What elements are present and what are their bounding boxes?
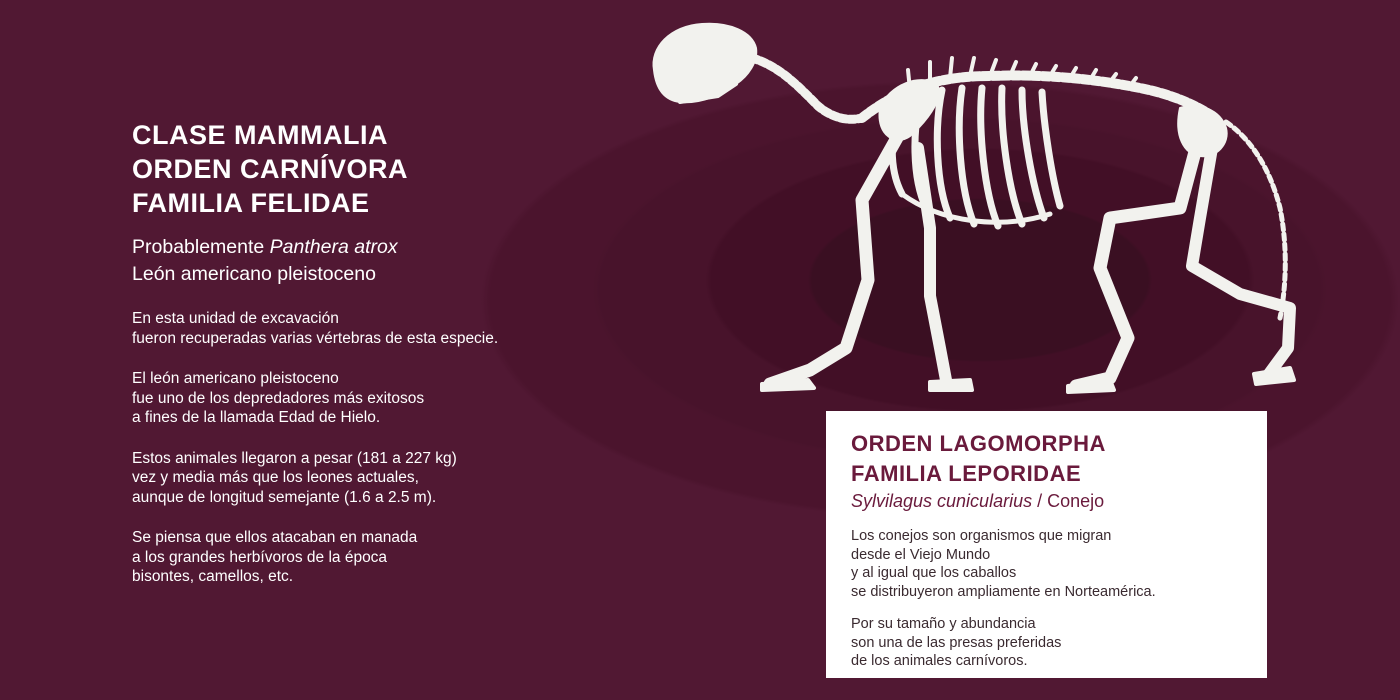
text-line: desde el Viejo Mundo bbox=[851, 546, 991, 563]
text-line: El león americano pleistoceno bbox=[132, 370, 339, 387]
paragraph-weight bbox=[132, 449, 692, 508]
text-line: fueron recuperadas varias vértebras de esta especie. bbox=[132, 329, 499, 347]
text-line: a los grandes herbívoros de la época bbox=[132, 548, 388, 566]
text-line: Por su tamaño y abundancia bbox=[851, 616, 1036, 632]
text-line: bisontes, camellos, etc. bbox=[132, 568, 294, 585]
taxonomy-heading bbox=[132, 118, 692, 220]
card-common-name: Conejo bbox=[1047, 491, 1105, 511]
text-line: y al igual que los caballos bbox=[851, 565, 1017, 581]
text-line: En esta unidad de excavación bbox=[132, 310, 339, 327]
card-paragraph-prey bbox=[851, 615, 1243, 671]
text-line: Estos animales llegaron a pesar (181 a 227 kg) bbox=[132, 449, 457, 467]
hind-leg-near bbox=[1076, 148, 1196, 386]
rabbit-info-card bbox=[826, 411, 1267, 678]
card-taxonomy-heading bbox=[851, 429, 1243, 489]
common-name: León americano pleistoceno bbox=[132, 263, 376, 285]
card-species-line bbox=[851, 489, 1243, 513]
paragraph-hunting bbox=[132, 528, 692, 587]
order-heading: ORDEN CARNÍVORA bbox=[132, 154, 409, 184]
card-separator: / bbox=[1032, 491, 1048, 511]
species-subtitle bbox=[132, 234, 692, 288]
paragraph-predator bbox=[132, 369, 692, 428]
card-scientific-name: Sylvilagus cunicularius bbox=[851, 491, 1033, 511]
text-line: de los animales carnívoros. bbox=[851, 653, 1028, 669]
neck-vertebrae bbox=[752, 58, 862, 119]
scientific-name: Panthera atrox bbox=[269, 236, 398, 258]
hind-leg-far bbox=[1192, 148, 1290, 378]
family-heading: FAMILIA FELIDAE bbox=[132, 188, 370, 218]
text-line: Se piensa que ellos atacaban en manada bbox=[132, 529, 418, 546]
text-line: a fines de la llamada Edad de Hielo. bbox=[132, 409, 381, 426]
text-line: vez y media más que los leones actuales, bbox=[132, 469, 419, 486]
card-order-heading: ORDEN LAGOMORPHA bbox=[851, 431, 1106, 456]
lion-skeleton-illustration bbox=[640, 18, 1320, 402]
text-line: Los conejos son organismos que migran bbox=[851, 528, 1112, 544]
text-line: aunque de longitud semejante (1.6 a 2.5 m). bbox=[132, 488, 437, 506]
class-heading: CLASE MAMMALIA bbox=[132, 120, 388, 150]
front-leg-near bbox=[770, 136, 898, 384]
scapula bbox=[879, 80, 939, 140]
species-prefix: Probablemente bbox=[132, 236, 270, 258]
paragraph-excavation bbox=[132, 309, 692, 348]
text-line: se distribuyeron ampliamente en Norteamérica. bbox=[851, 583, 1156, 600]
species-line bbox=[132, 234, 692, 261]
card-paragraph-migration bbox=[851, 527, 1243, 601]
skull bbox=[653, 24, 756, 103]
lion-info-panel bbox=[132, 118, 692, 587]
text-line: son una de las presas preferidas bbox=[851, 634, 1062, 651]
card-family-heading: FAMILIA LEPORIDAE bbox=[851, 461, 1082, 486]
text-line: fue uno de los depredadores más exitosos bbox=[132, 389, 425, 407]
paws bbox=[762, 368, 1294, 392]
